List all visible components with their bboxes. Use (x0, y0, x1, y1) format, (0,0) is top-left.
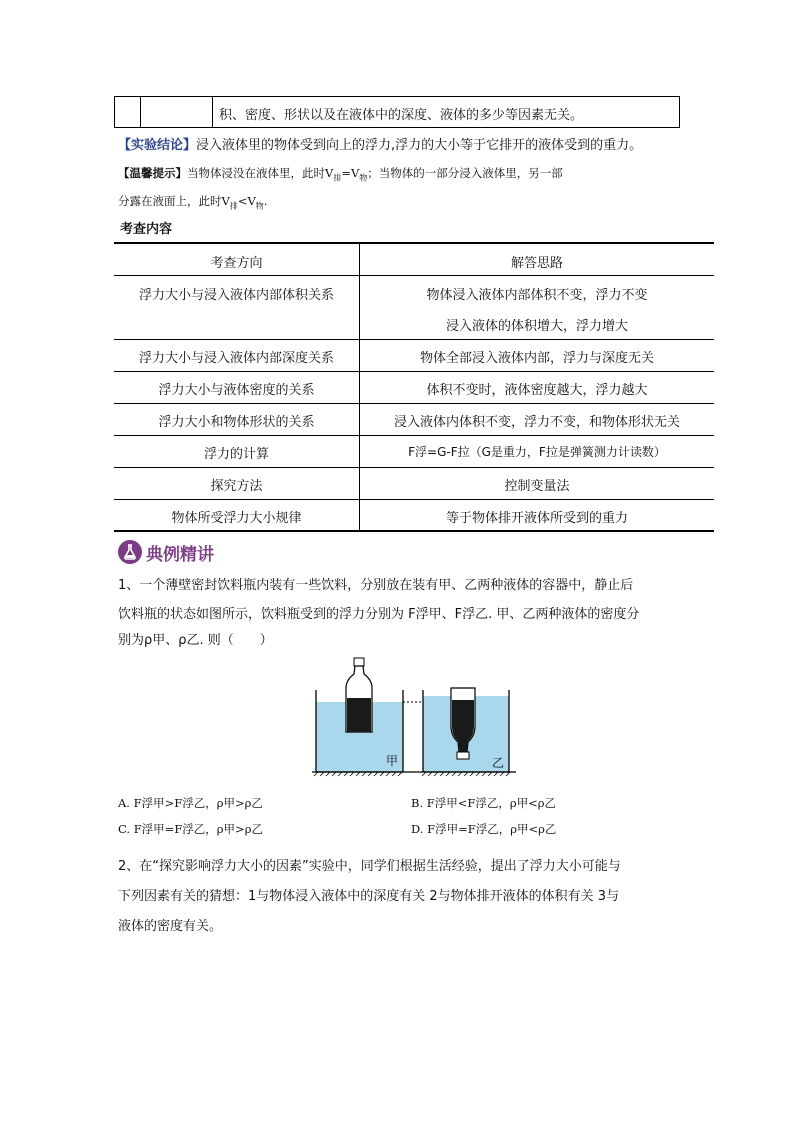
table-rule (114, 467, 714, 468)
table-cell: 浮力大小与浸入液体内部深度关系 (138, 351, 334, 366)
option-d: D. F浮甲=F浮乙，ρ甲<ρ乙 (411, 822, 557, 836)
conclusion-text: 浸入液体里的物体受到向上的浮力,浮力的大小等于它排开的液体受到的重力。 (196, 138, 643, 153)
section-title: 考查内容 (120, 222, 173, 237)
table-cell: 浸入液体的体积增大，浮力增大 (445, 319, 628, 334)
table-cell: 控制变量法 (504, 479, 570, 494)
empty-cell (115, 97, 141, 127)
table-rule (114, 435, 714, 436)
table-rule (114, 499, 714, 500)
option-c: C. F浮甲=F浮乙，ρ甲>ρ乙 (118, 822, 263, 836)
table-rule (114, 403, 714, 404)
label-yi: 乙 (492, 756, 505, 770)
tip-line-1: 【温馨提示】当物体浸没在液体里，此时$V_排=V_物$；当物体的一部分浸入液体里，另一部 (118, 166, 563, 183)
tip-tag: 【温馨提示】 (118, 166, 187, 180)
table-cell: 物体浸入液体内部体积不变，浮力不变 (426, 288, 648, 303)
table-rule (114, 275, 714, 276)
option-b: B. F浮甲<F浮乙，ρ甲<ρ乙 (411, 796, 557, 810)
question-1-line: 1、一个薄壁密封饮料瓶内装有一些饮料，分别放在装有甲、乙两种液体的容器中，静止后 (118, 578, 634, 593)
table-cell: F浮=G-F拉（G是重力，F拉是弹簧测力计读数） (408, 445, 666, 459)
question-2-line: 下列因素有关的猜想：1与物体浸入液体中的深度有关 2与物体排开液体的体积有关 3与 (118, 889, 620, 904)
table-rule (114, 530, 714, 532)
label-jia: 甲 (386, 754, 399, 768)
question-1-line: 别为ρ甲、ρ乙. 则（ ） (118, 633, 273, 648)
examples-title: 典例精讲 (146, 545, 214, 565)
table-header: 解答思路 (510, 256, 563, 271)
table-cell: 浸入液体内体积不变，浮力不变，和物体形状无关 (393, 415, 680, 430)
table-header: 考查方向 (210, 256, 263, 271)
table-rule (114, 339, 714, 340)
continuation-table-row (114, 96, 680, 128)
flask-icon (118, 540, 142, 564)
table-cell: 浮力大小与浸入液体内部体积关系 (138, 288, 334, 303)
table-cell: 浮力大小和物体形状的关系 (158, 415, 315, 430)
question-2-line: 液体的密度有关。 (118, 919, 223, 934)
tip-line-2: 分露在液面上，此时$V_排<V_物$. (118, 194, 268, 211)
table-cell: 浮力大小与液体密度的关系 (158, 383, 315, 398)
table-cell: 等于物体排开液体所受到的重力 (445, 511, 628, 526)
experiment-conclusion (118, 134, 642, 153)
table-rule (114, 371, 714, 372)
table-cell-text: 积、密度、形状以及在液体中的深度、液体的多少等因素无关。 (219, 108, 584, 123)
table-cell: 物体所受浮力大小规律 (171, 511, 302, 526)
conclusion-tag: 【实验结论】 (118, 138, 197, 153)
bottles-figure (312, 656, 516, 778)
table-cell: 探究方法 (210, 479, 263, 494)
table-cell: 浮力的计算 (203, 447, 269, 462)
table-cell: 体积不变时，液体密度越大，浮力越大 (426, 383, 648, 398)
table-rule (114, 242, 714, 244)
empty-cell (140, 97, 213, 127)
option-a: A. F浮甲>F浮乙，ρ甲>ρ乙 (118, 796, 263, 810)
question-1-line: 饮料瓶的状态如图所示，饮料瓶受到的浮力分别为 F浮甲、F浮乙. 甲、乙两种液体的密度分 (118, 607, 640, 622)
question-2-line: 2、在“探究影响浮力大小的因素”实验中，同学们根据生活经验，提出了浮力大小可能与 (118, 859, 621, 874)
table-cell: 物体全部浸入液体内部，浮力与深度无关 (419, 351, 654, 366)
